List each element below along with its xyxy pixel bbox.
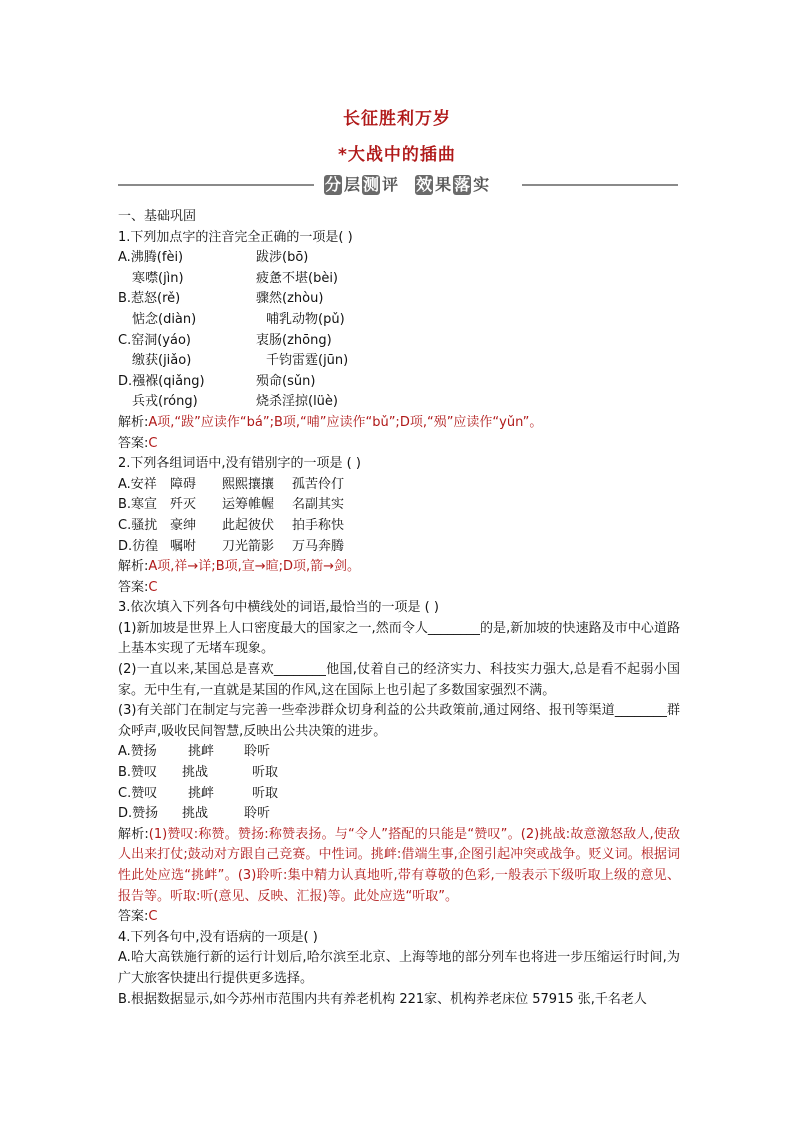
banner-right-line [522,184,678,186]
analysis-label: 解析: [118,559,149,575]
q3-c-term: 挑衅 [188,785,215,801]
q2-answer [118,578,680,599]
banner-group-2 [415,175,490,195]
section-heading: 一、基础巩固 [118,209,197,224]
answer-value: C [148,579,158,595]
q1-option-d-line2 [118,392,680,413]
banner-chip: 测 [363,175,380,194]
banner-chip: 实 [473,175,490,194]
q1-option-b [118,289,680,310]
q2-d-term: D.彷徨 [118,538,159,554]
q1-option-a [118,248,680,269]
question-3-stem: 3.依次填入下列各句中横线处的词语,最恰当的一项是 ( ) [118,600,439,616]
banner-chip: 层 [344,175,361,194]
q1-d-word3: 兵戎(róng) [132,394,198,410]
q3-d-term: 聆听 [244,806,271,822]
q3-a-term: 聆听 [244,744,271,760]
q3-d-term: D.赞扬 [118,806,159,822]
q2-d-term: 万马奔腾 [292,538,345,554]
answer-label: 答案: [118,579,149,595]
banner-chip: 果 [435,175,452,194]
analysis-label: 解析: [118,826,149,842]
q1-analysis [118,413,680,434]
main-title: 长征胜利万岁 [343,109,451,129]
q2-c-term: C.骚扰 [118,517,158,533]
q2-b-term: 名副其实 [292,497,345,513]
q3-a-term: A.赞扬 [118,744,157,760]
q3-d-term: 挑战 [182,806,209,822]
banner-label [324,174,490,196]
q4-option-b: B.根据数据显示,如今苏州市范围内共有养老机构 221家、机构养老床位 57915 张,千名老人 [118,991,647,1007]
q1-option-d [118,372,680,393]
q4-option-a: A.哈大高铁施行新的运行计划后,哈尔滨至北京、上海等地的部分列车也将进一步压缩运行时间,为广大旅客快捷出行提供更多选择。 [118,950,680,986]
q2-a-term: 熙熙攘攘 [222,476,275,492]
banner-left-line [118,184,314,186]
analysis-label: 解析: [118,414,149,430]
q3-c-term: C.赞叹 [118,785,158,801]
q3-option-c [118,784,680,805]
q2-c-term: 拍手称快 [292,517,345,533]
analysis-text: A项,祥→详;B项,宣→暄;D项,箭→剑。 [148,559,361,575]
q2-b-term: 歼灭 [170,497,197,513]
q2-a-term: 孤苦伶仃 [292,476,345,492]
q3-a-term: 挑衅 [188,744,215,760]
q1-option-b-line2 [118,310,680,331]
q3-sentence-2: (2)一直以来,某国总是喜欢________他国,仗着自己的经济实力、科技实力强大,总是看不起弱小国家。无中生有,一直就是某国的作风,这在国际上也引起了多数国家强烈不满。 [118,662,680,698]
banner-chip: 分 [325,175,342,194]
q2-a-term: 障碍 [170,476,197,492]
q2-option-d [118,537,680,558]
q1-option-c [118,331,680,352]
answer-label: 答案: [118,909,149,925]
q3-c-term: 听取 [252,785,279,801]
q2-a-term: A.安祥 [118,476,157,492]
answer-value: C [148,435,158,451]
q1-a-word3: 寒噤(jìn) [132,270,184,286]
q1-b-word3: 惦念(diàn) [132,311,197,327]
q2-b-term: B.寒宣 [118,497,158,513]
q1-d-word1: D.襁褓(qiǎng) [118,373,205,389]
q1-b-word4: 哺乳动物(pǔ) [266,311,345,327]
q2-c-term: 豪绅 [170,517,197,533]
question-2-stem: 2.下列各组词语中,没有错别字的一项是 ( ) [118,456,361,472]
q3-sentence-3: (3)有关部门在制定与完善一些牵涉群众切身利益的公共政策前,通过网络、报刊等渠道________群众呼声,吸收民间智慧,反映出公共决策的进步。 [118,703,680,739]
banner-group-1 [324,175,399,195]
section-banner [118,174,678,196]
q1-option-c-line2 [118,351,680,372]
banner-chip: 评 [382,175,399,194]
q1-c-word2: 衷肠(zhōng) [256,332,332,348]
question-4-stem: 4.下列各句中,没有语病的一项是( ) [118,929,318,945]
q1-d-word2: 殒命(sǔn) [256,373,316,389]
q1-option-a-line2 [118,269,680,290]
q2-option-a [118,475,680,496]
q1-a-word4: 疲惫不堪(bèi) [256,270,339,286]
q1-c-word1: C.窑洞(yáo) [118,332,191,348]
q2-d-term: 刀光箭影 [222,538,275,554]
analysis-text: A项,“跋”应读作“bá”;B项,“哺”应读作“bǔ”;D项,“殒”应读作“yǔn”。 [148,414,543,430]
q2-c-term: 此起彼伏 [222,517,275,533]
analysis-text: (1)赞叹:称赞。赞扬:称赞表扬。与“令人”搭配的只能是“赞叹”。(2)挑战:故意激怒敌人,使敌人出来打仗;鼓动对方跟自己竞赛。中性词。挑衅:借端生事,企图引起冲突或战争。贬义词。根据词性此处应选“挑衅”。(3)聆听:集中精力认真地听,带有尊敬的色彩,一般表示下级听取上级的意见、报告等。听取:听(意见、反映、汇报)等。此处应选“听取”。 [118,826,680,904]
banner-chip: 落 [454,175,471,194]
q3-option-d [118,804,680,825]
q1-answer [118,434,680,455]
banner-chip: 效 [416,175,433,194]
document-body [118,207,680,1010]
q1-b-word2: 骤然(zhòu) [256,291,324,307]
q2-option-c [118,516,680,537]
q1-c-word3: 缴获(jiǎo) [132,353,192,369]
q2-analysis [118,557,680,578]
question-1-stem: 1.下列加点字的注音完全正确的一项是( ) [118,229,353,245]
answer-value: C [148,909,158,925]
answer-label: 答案: [118,435,149,451]
q1-b-word1: B.惹怒(rě) [118,291,181,307]
q2-b-term: 运筹帷幄 [222,497,275,513]
q3-option-b [118,763,680,784]
q3-analysis [118,825,680,907]
q1-a-word1: A.沸腾(fèi) [118,250,184,266]
q1-c-word4: 千钧雷霆(jūn) [266,353,349,369]
q3-b-term: 挑战 [182,765,209,781]
q3-sentence-1: (1)新加坡是世界上人口密度最大的国家之一,然而令人________的是,新加坡的快速路及市中心道路上基本实现了无堵车现象。 [118,620,680,657]
q2-d-term: 嘱咐 [170,538,197,554]
q3-option-a [118,742,680,763]
q2-option-b [118,495,680,516]
q3-b-term: 听取 [252,765,279,781]
q1-d-word4: 烧杀淫掠(lüè) [256,394,338,410]
sub-title: *大战中的插曲 [338,145,456,165]
q1-a-word2: 跋涉(bō) [256,250,309,266]
q3-b-term: B.赞叹 [118,765,158,781]
q3-answer [118,907,680,928]
